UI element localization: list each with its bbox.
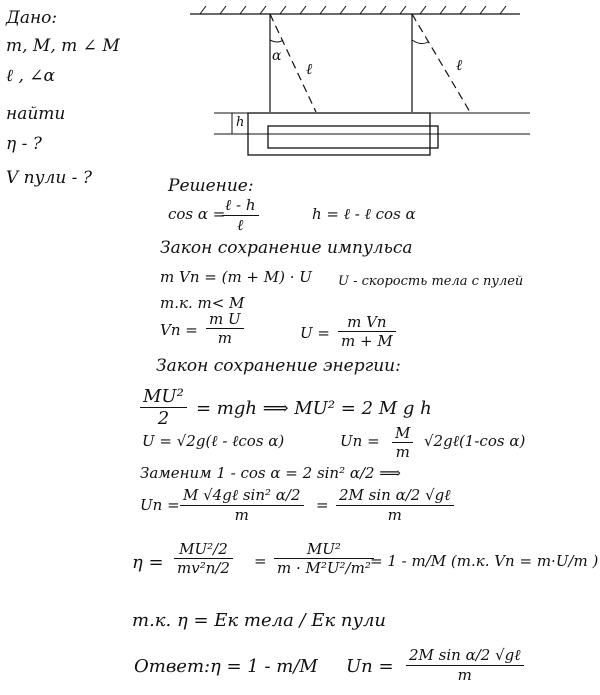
eta-equals-1: = bbox=[254, 552, 267, 570]
alpha-arc-left bbox=[270, 40, 283, 42]
alpha-label: α bbox=[272, 48, 282, 64]
alpha-arc-right bbox=[412, 40, 428, 44]
un2-fraction bbox=[180, 486, 304, 524]
l-left-label: ℓ bbox=[306, 60, 313, 78]
cos-lhs: cos α = bbox=[168, 205, 226, 223]
answer-un-denominator: m bbox=[457, 666, 472, 684]
kinetic-ratio: т.к. η = Eк тела / Eк пули bbox=[132, 610, 387, 631]
un3-numerator: 2M sin α/2 √gℓ bbox=[336, 486, 454, 506]
given-title: Дано: bbox=[6, 8, 58, 28]
un-rhs: √2gℓ(1-cos α) bbox=[424, 432, 526, 450]
un3-fraction bbox=[336, 486, 454, 524]
ceiling-hatching bbox=[200, 6, 506, 14]
un-fraction bbox=[392, 424, 413, 461]
u-lhs: U = bbox=[300, 324, 330, 342]
energy-denominator: 2 bbox=[157, 408, 170, 429]
since-note: т.к. m< M bbox=[160, 294, 245, 312]
vn-denominator: m bbox=[217, 329, 232, 347]
energy-rhs: = mgh ⟹ MU² = 2 M g h bbox=[196, 398, 432, 419]
answer-un-numerator: 2M sin α/2 √gℓ bbox=[406, 646, 524, 666]
eta-fraction-2 bbox=[274, 540, 374, 577]
eta-numerator-2: MU² bbox=[274, 540, 374, 559]
l-right-label: ℓ bbox=[456, 56, 463, 74]
u-numerator: m Vп bbox=[338, 313, 396, 332]
momentum-title: Закон сохранение импульса bbox=[160, 238, 413, 258]
u-sqrt: U = √2g(ℓ - ℓcos α) bbox=[142, 432, 285, 450]
answer-un-lhs: Uп = bbox=[346, 656, 394, 677]
block-raised bbox=[268, 126, 438, 148]
un2-equals: = bbox=[316, 496, 329, 514]
find-title: найти bbox=[6, 104, 66, 124]
eta-lhs: η = bbox=[132, 552, 164, 573]
answer-un-fraction bbox=[406, 646, 524, 684]
un3-denominator: m bbox=[387, 506, 402, 524]
vn-numerator: m U bbox=[206, 310, 244, 329]
h-expression: h = ℓ - ℓ cos α bbox=[312, 205, 416, 223]
energy-fraction bbox=[140, 386, 187, 429]
answer-eta: η = 1 - m/M bbox=[210, 656, 318, 677]
un-lhs: Uп = bbox=[340, 432, 380, 450]
eta-denominator-2: m · M²U²/m² bbox=[277, 559, 371, 577]
replace-line: Заменим 1 - cos α = 2 sin² α/2 ⟹ bbox=[140, 464, 401, 482]
eta-denominator: mv²п/2 bbox=[177, 559, 230, 577]
eta-numerator: MU²/2 bbox=[174, 540, 233, 559]
un-denominator: m bbox=[395, 443, 410, 461]
un2-denominator: m bbox=[234, 506, 249, 524]
cos-numerator: ℓ - h bbox=[222, 196, 259, 216]
cos-fraction bbox=[222, 196, 259, 235]
answer-label: Ответ: bbox=[134, 656, 211, 677]
eta-fraction bbox=[174, 540, 233, 577]
u-denominator: m + M bbox=[341, 332, 393, 350]
un2-numerator: M √4gℓ sin² α/2 bbox=[180, 486, 304, 506]
solution-title: Решение: bbox=[168, 176, 254, 196]
find-v: V пули - ? bbox=[6, 168, 92, 188]
momentum-note: U - скорость тела с пулей bbox=[338, 274, 524, 289]
eta-rhs: = 1 - m/M (т.к. Vп = m·U/m ) bbox=[370, 552, 599, 570]
cos-denominator: ℓ bbox=[237, 216, 244, 234]
given-line-2: ℓ , ∠α bbox=[6, 66, 56, 86]
vn-lhs: Vп = bbox=[160, 321, 198, 339]
given-line-1: m, M, m ∠ M bbox=[6, 36, 120, 56]
energy-title: Закон сохранение энергии: bbox=[156, 356, 401, 376]
un2-lhs: Uп = bbox=[140, 496, 180, 514]
vn-fraction bbox=[206, 310, 244, 347]
u-fraction bbox=[338, 313, 396, 350]
h-label: h bbox=[236, 115, 245, 130]
find-eta: η - ? bbox=[6, 134, 42, 154]
energy-numerator: MU² bbox=[140, 386, 187, 408]
un-numerator: M bbox=[392, 424, 413, 443]
momentum-equation: m Vп = (m + M) · U bbox=[160, 268, 312, 286]
